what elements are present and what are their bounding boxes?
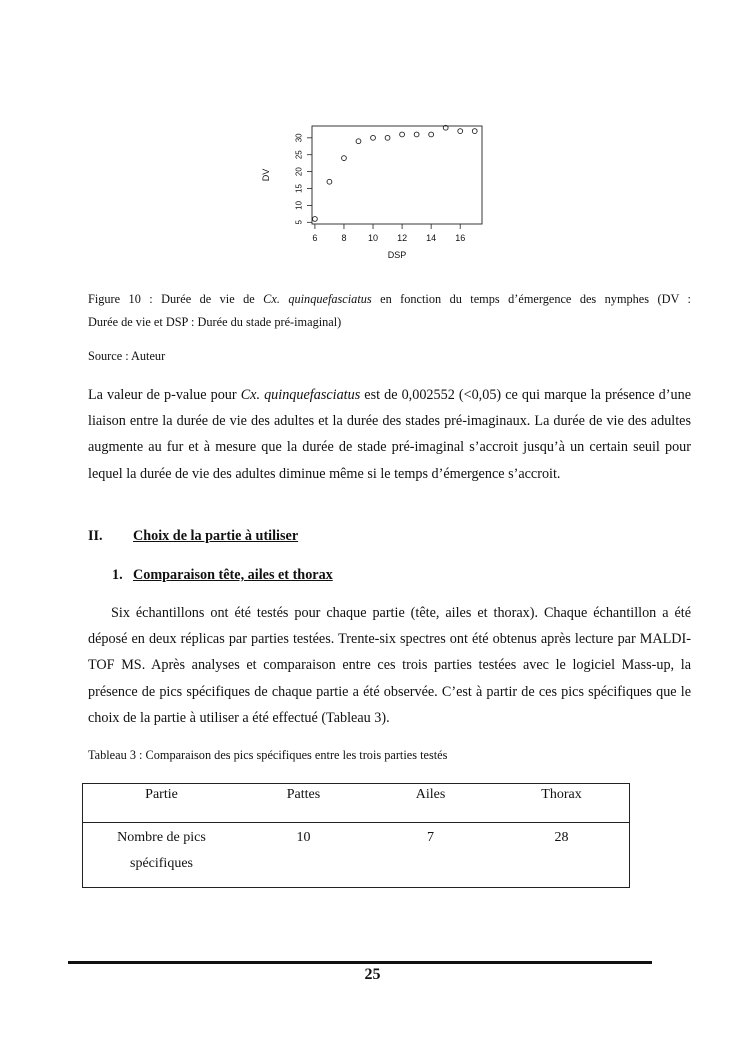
value-ailes: 7 bbox=[427, 830, 434, 845]
data-point bbox=[429, 132, 434, 137]
paragraph-comparison: Six échantillons ont été testés pour chaque partie (tête, ailes et thorax). Chaque échantillon a été déposé en deux réplicas par parties testées. Trente-six spectres ont été obtenus après lecture par MALDI-TOF MS. Après analyses et comparaison entre ces trois parties testées avec le logiciel Mass-up, la présence de pics spécifiques de chaque partie a été observée. C’est à partir de ces pics spécifiques que le choix de la partie à utiliser a été effectué (Tableau 3). bbox=[88, 605, 691, 726]
data-point bbox=[371, 135, 376, 140]
header-partie: Partie bbox=[83, 784, 241, 823]
data-point bbox=[414, 132, 419, 137]
y-tick-label: 20 bbox=[294, 167, 304, 177]
x-tick-label: 12 bbox=[397, 233, 408, 243]
subsection-number: 1. bbox=[112, 567, 123, 583]
subsection-title: Comparaison tête, ailes et thorax bbox=[133, 567, 333, 583]
table-header-row bbox=[83, 784, 630, 823]
data-point bbox=[313, 217, 318, 222]
data-point bbox=[400, 132, 405, 137]
table-row bbox=[83, 823, 630, 888]
section-number: II. bbox=[88, 528, 103, 544]
header-thorax: Thorax bbox=[494, 784, 630, 823]
footer-rule bbox=[68, 961, 652, 964]
header-pattes: Pattes bbox=[240, 784, 367, 823]
y-tick-label: 25 bbox=[294, 150, 304, 160]
x-tick-label: 14 bbox=[426, 233, 437, 243]
table-caption: Tableau 3 : Comparaison des pics spécifiques entre les trois parties testés bbox=[88, 748, 448, 762]
page-number: 25 bbox=[364, 966, 381, 983]
x-tick-label: 16 bbox=[455, 233, 466, 243]
x-tick-label: 6 bbox=[312, 233, 318, 243]
data-point bbox=[472, 129, 477, 134]
source-note: Source : Auteur bbox=[88, 349, 166, 363]
x-tick-label: 10 bbox=[368, 233, 379, 243]
x-tick-label: 8 bbox=[341, 233, 347, 243]
figure-caption-line2: Durée de vie et DSP : Durée du stade pré-imaginal) bbox=[88, 315, 342, 329]
value-thorax: 28 bbox=[554, 830, 569, 845]
data-point bbox=[342, 156, 347, 161]
row-label: Nombre de pics spécifiques bbox=[117, 830, 206, 871]
scatter-chart bbox=[250, 120, 490, 270]
y-tick-label: 30 bbox=[294, 133, 304, 143]
data-point bbox=[356, 139, 361, 144]
header-ailes: Ailes bbox=[367, 784, 494, 823]
y-tick-label: 15 bbox=[294, 184, 304, 193]
data-point bbox=[327, 179, 332, 184]
data-point bbox=[385, 135, 390, 140]
comparison-table bbox=[82, 783, 630, 888]
figure-caption-line1: Figure 10 : Durée de vie de Cx. quinquefasciatus en fonction du temps d’émergence des nymphes (DV : bbox=[88, 292, 691, 306]
data-point bbox=[458, 129, 463, 134]
plot-frame bbox=[312, 126, 482, 224]
x-axis-label: DSP bbox=[387, 250, 407, 260]
section-title: Choix de la partie à utiliser bbox=[133, 528, 299, 544]
value-pattes: 10 bbox=[296, 830, 311, 845]
y-tick-label: 10 bbox=[294, 200, 304, 210]
y-tick-label: 5 bbox=[294, 220, 304, 225]
paragraph-pvalue: La valeur de p-value pour Cx. quinquefasciatus est de 0,002552 (<0,05) ce qui marque la présence d’une liaison entre la durée de vie des adultes et la durée des stades pré-imaginaux. La durée de vie des adultes augmente au fur et à mesure que la durée de stade pré-imaginal s’accroit jusqu’à un certain seuil pour lequel la durée de vie des adultes diminue même si le temps d’émergence s’accroit. bbox=[88, 387, 691, 482]
y-axis-label: DV bbox=[261, 168, 271, 182]
